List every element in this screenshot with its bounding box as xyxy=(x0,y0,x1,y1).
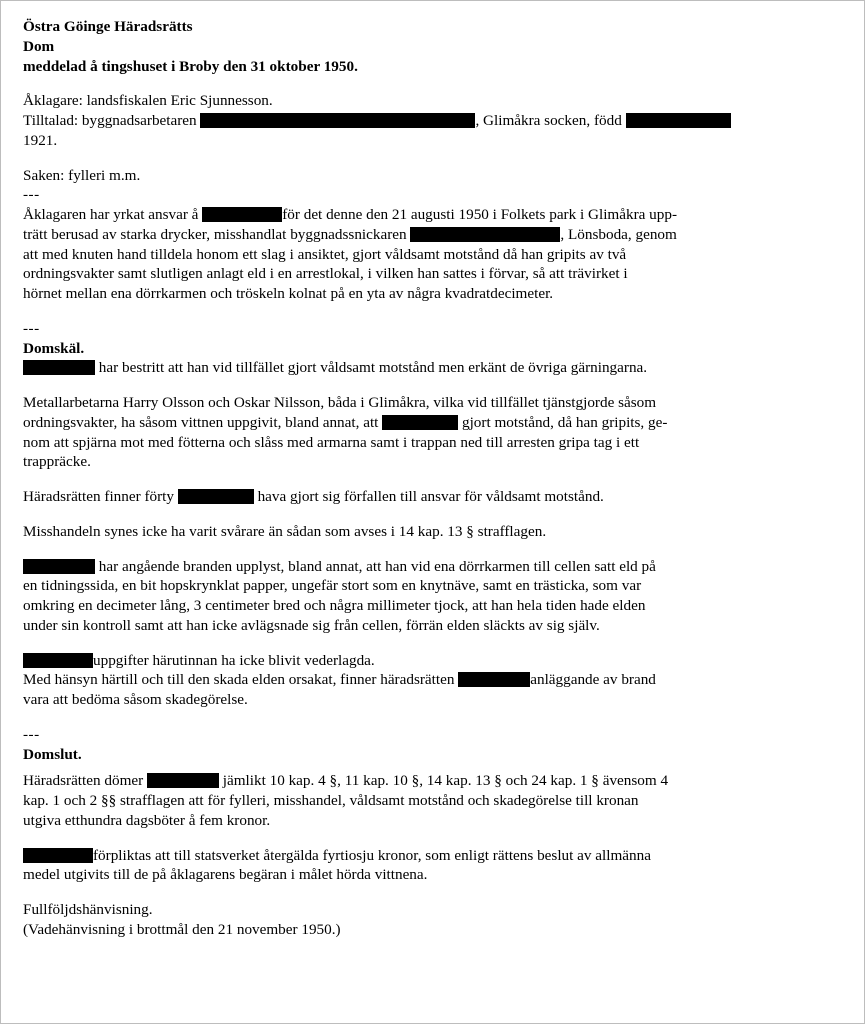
redaction-bar-name-2 xyxy=(382,415,458,430)
spacer xyxy=(23,542,842,557)
verdict-text-b: jämlikt 10 kap. 4 §, 11 kap. 10 §, 14 kap. 13 § och 24 kap. 1 § ävensom 4 xyxy=(222,772,669,790)
reasons-line-1 xyxy=(23,358,842,378)
costs-line-1 xyxy=(23,846,842,866)
finding-text-b: hava gjort sig förfallen till ansvar för våldsamt motstånd. xyxy=(257,488,604,505)
redaction-bar-name-3 xyxy=(178,489,254,504)
witness-line-2 xyxy=(23,413,842,433)
redaction-bar-victim-name xyxy=(410,227,560,242)
appeal-heading: Fullföljdshänvisning. xyxy=(23,901,153,918)
spacer xyxy=(23,710,842,725)
defendant-birth-year: 1921. xyxy=(23,131,58,149)
defendant-line xyxy=(23,111,842,131)
verdict-text-a: Häradsrätten dömer xyxy=(23,772,144,790)
matter-line: Saken: fylleri m.m. xyxy=(23,166,141,184)
defendant-parish: , Glimåkra socken, född xyxy=(475,112,622,129)
charge-line-3: att med knuten hand tilldela honom ett slag i ansiktet, gjort våldsamt motstånd då han gripits av två xyxy=(23,245,627,263)
document-sheet xyxy=(9,9,856,1015)
spacer xyxy=(23,507,842,522)
spacer xyxy=(23,304,842,319)
credibility-text-b: Med hänsyn härtill och till den skada elden orsakat, finner häradsrätten xyxy=(23,671,455,689)
costs-text-a: förpliktas att till statsverket återgälda fyrtiosju kronor, som enligt rättens beslut av allmänna xyxy=(93,846,651,864)
court-judgment-document xyxy=(23,17,842,940)
assault-assessment: Misshandeln synes icke ha varit svårare än sådan som avses i 14 kap. 13 § strafflagen. xyxy=(23,522,547,540)
charge-text-c: trätt berusad av starka drycker, misshandlat byggnadssnickaren xyxy=(23,225,407,243)
redaction-bar-name-1 xyxy=(23,360,95,375)
witness-text-b: gjort motstånd, då han gripits, ge- xyxy=(461,413,668,431)
charge-line-2 xyxy=(23,225,842,245)
fire-statement-line-2: en tidningssida, en bit hopskrynklat papper, ungefär stort som en knytnäve, samt en trästicka, som var xyxy=(23,577,642,595)
reasons-heading: Domskäl. xyxy=(23,339,85,357)
charge-line-5: hörnet mellan ena dörrkarmen och tröskeln kolnat på en yta av några kvadratdecimeter. xyxy=(23,285,554,302)
spacer xyxy=(23,885,842,900)
spacer xyxy=(23,472,842,487)
fire-statement-line-4: under sin kontroll samt att han icke avlägsnade sig från cellen, förrän elden släckts av sig själv. xyxy=(23,616,600,634)
fire-statement-line-3: omkring en decimeter lång, 3 centimeter bred och några millimeter tjock, att han hela tiden hade elden xyxy=(23,597,646,614)
court-name: Östra Göinge Häradsrätts xyxy=(23,18,193,35)
fire-text-a: har angående branden upplyst, bland annat, att han vid ena dörrkarmen till cellen satt eld på xyxy=(98,557,656,575)
redaction-bar-name-8 xyxy=(23,848,93,863)
costs-line-2: medel utgivits till de på åklagarens begäran i målet hörda vittnena. xyxy=(23,866,428,884)
appeal-note: (Vadehänvisning i brottmål den 21 november 1950.) xyxy=(23,920,341,938)
witness-line-4: trappräcke. xyxy=(23,453,91,471)
fire-statement-line-1 xyxy=(23,557,842,577)
document-type: Dom xyxy=(23,37,55,55)
witness-line-3: nom att spjärna mot med fötterna och slåss med armarna samt i trappan ned till arresten gripa tag i ett xyxy=(23,433,640,451)
spacer xyxy=(23,831,842,846)
redaction-bar-name-5 xyxy=(23,653,93,668)
section-separator: --- xyxy=(23,186,40,204)
reasons-text-1: har bestritt att han vid tillfället gjort våldsamt motstånd men erkänt de övriga gärningarna. xyxy=(98,359,648,377)
verdict-line-3: utgiva etthundra dagsböter å fem kronor. xyxy=(23,811,271,829)
charge-line-1 xyxy=(23,205,842,225)
verdict-line-2: kap. 1 och 2 §§ strafflagen att för fylleri, misshandel, våldsamt motstånd och skadegörelse till kronan xyxy=(23,792,639,809)
charge-text-b: för det denne den 21 augusti 1950 i Folkets park i Glimåkra upp- xyxy=(282,206,678,223)
credibility-line-1 xyxy=(23,651,842,671)
charge-line-4: ordningsvakter samt slutligen anlagt eld i en arrestlokal, i vilken han sattes i förvar, så att trävirket i xyxy=(23,265,628,283)
charge-text-a: Åklagaren har yrkat ansvar å xyxy=(23,206,199,223)
credibility-line-3: vara att bedöma såsom skadegörelse. xyxy=(23,691,248,708)
redaction-bar-charge-name xyxy=(202,207,282,222)
spacer xyxy=(23,76,842,91)
spacer xyxy=(23,378,842,393)
spacer xyxy=(23,151,842,166)
issue-statement: meddelad å tingshuset i Broby den 31 oktober 1950. xyxy=(23,57,358,75)
charge-text-d: , Lönsboda, genom xyxy=(560,225,677,243)
redaction-bar-name-4 xyxy=(23,559,95,574)
redaction-bar-defendant-name xyxy=(200,113,475,128)
witness-text-a: ordningsvakter, ha såsom vittnen uppgivit, bland annat, att xyxy=(23,413,379,431)
credibility-line-2 xyxy=(23,670,842,690)
credibility-text-c: anläggande av brand xyxy=(530,671,656,689)
section-separator: --- xyxy=(23,319,40,337)
finding-line-1 xyxy=(23,487,842,507)
redaction-bar-birthdate xyxy=(626,113,731,128)
defendant-label: Tilltalad: byggnadsarbetaren xyxy=(23,112,197,129)
document-heading xyxy=(23,17,842,76)
section-separator: --- xyxy=(23,725,40,743)
witness-line-1: Metallarbetarna Harry Olsson och Oskar Nilsson, båda i Glimåkra, vilka vid tillfället tjänstgjorde såsom xyxy=(23,394,657,411)
credibility-text-a: uppgifter härutinnan ha icke blivit vederlagda. xyxy=(93,651,375,669)
spacer xyxy=(23,764,842,771)
prosecutor-line: Åklagare: landsfiskalen Eric Sjunnesson. xyxy=(23,92,273,110)
spacer xyxy=(23,636,842,651)
finding-text-a: Häradsrätten finner förty xyxy=(23,488,174,505)
verdict-heading: Domslut. xyxy=(23,745,82,763)
redaction-bar-name-6 xyxy=(458,672,530,687)
redaction-bar-name-7 xyxy=(147,773,219,788)
verdict-line-1 xyxy=(23,771,842,791)
